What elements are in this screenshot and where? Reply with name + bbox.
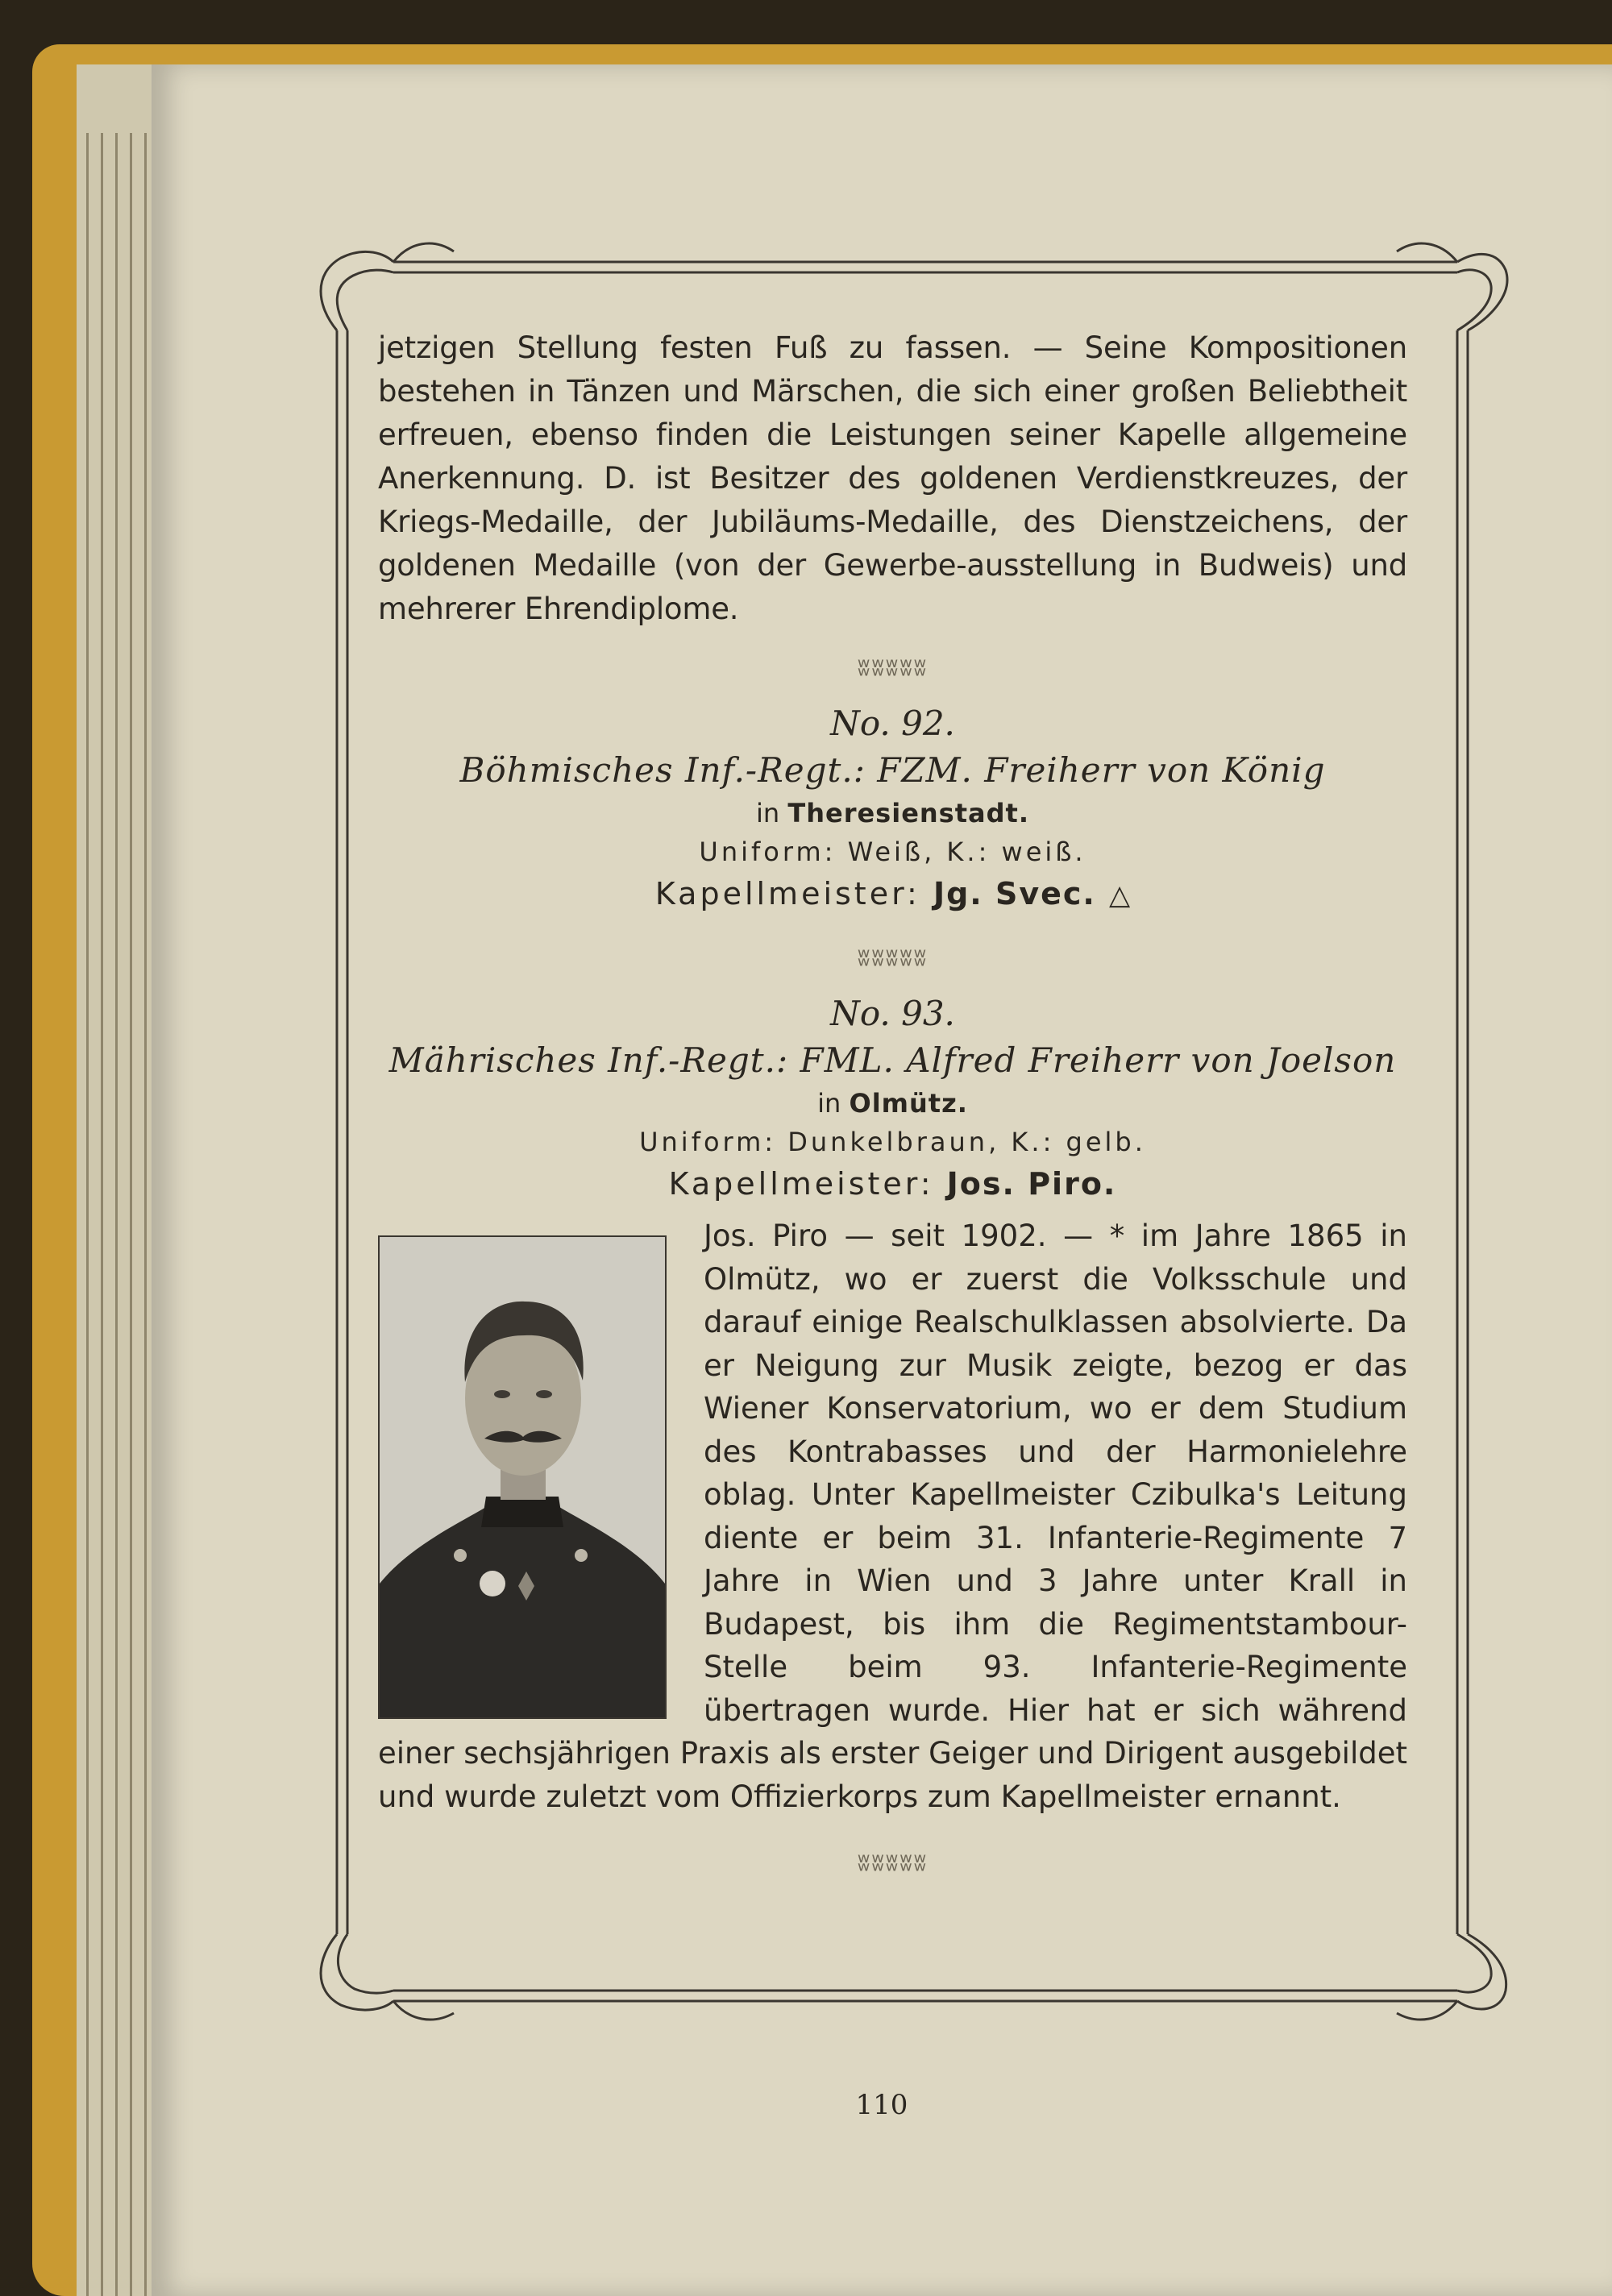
portrait-image <box>380 1237 665 1717</box>
entry-92 <box>378 700 1407 918</box>
location-name: Olmütz. <box>849 1088 968 1119</box>
page-edge-line <box>115 133 118 2296</box>
divider-ornament: ʬʬʬʬʬ <box>857 654 929 682</box>
regiment-name: Böhmisches Inf.-Regt.: FZM. Freiherr von König <box>459 750 1326 790</box>
kapellmeister-line <box>378 871 1407 918</box>
biography-paragraph: Jos. Piro — seit 1902. — * im Jahre 1865 in Olmütz, wo er zuerst die Volksschule und darauf einige Realschulklassen absolvierte. Da er Neigung zur Musik zeigte, bezog er das Wiener Konservatorium, wo er dem Studium des Kontrabasses und der Harmonielehre oblag. Unter Kapellmeister Czibulka's Leitung diente er beim 31. Infanterie-Regimente 7 Jahre in Wien und 3 Jahre unter Krall in Budapest, bis ihm die Regimentstambour-Stelle beim 93. Infanterie-Regimente übertragen wurde. Hier hat er sich während einer sechsjährigen Praxis als erster Geiger und Dirigent ausgebildet und wurde zuletzt vom Offizierkorps zum Kapellmeister ernannt. <box>378 1219 1407 1814</box>
kapellmeister-line <box>378 1161 1407 1206</box>
garrison-location <box>378 1084 1407 1123</box>
garrison-location <box>378 794 1407 832</box>
triangle-icon: △ <box>1108 879 1131 911</box>
entry-93 <box>378 990 1407 1206</box>
kapellmeister-name: Jg. Svec. <box>933 876 1096 911</box>
kapellmeister-label: Kapellmeister: <box>654 876 920 911</box>
location-name: Theresienstadt. <box>787 798 1029 828</box>
page-edge-line <box>86 133 89 2296</box>
location-prefix: in <box>756 798 780 828</box>
divider-ornament: ʬʬʬʬʬ <box>857 944 929 972</box>
regiment-name: Mährisches Inf.-Regt.: FML. Alfred Freiherr von Joelson <box>388 1040 1397 1080</box>
page-edge-line <box>130 133 132 2296</box>
kapellmeister-name: Jos. Piro. <box>946 1166 1117 1202</box>
biography-block <box>378 1214 1407 1818</box>
location-prefix: in <box>817 1088 841 1119</box>
uniform-info: Uniform: Dunkelbraun, K.: gelb. <box>639 1127 1146 1157</box>
page-edge-line <box>144 133 147 2296</box>
divider-ornament: ʬʬʬʬʬ <box>857 1849 929 1877</box>
intro-paragraph: jetzigen Stellung festen Fuß zu fassen. — Seine Kompositionen bestehen in Tänzen und Märschen, die sich einer großen Beliebtheit erfreuen, ebenso finden die Leistungen seiner Kapelle allgemeine Anerkennung. D. ist Besitzer des goldenen Verdienstkreuzes, der Kriegs-Medaille, der Jubiläums-Medaille, des Dienstzeichens, der goldenen Medaille (von der Gewerbe-ausstellung in Budweis) und mehrerer Ehrendiplome. <box>378 330 1407 626</box>
page-content <box>378 326 1407 1879</box>
uniform-info: Uniform: Weiß, K.: weiß. <box>699 837 1086 867</box>
page-edge-line <box>101 133 103 2296</box>
kapellmeister-label: Kapellmeister: <box>668 1166 934 1202</box>
entry-number: No. 92. <box>830 704 955 743</box>
portrait-photo <box>378 1235 667 1719</box>
page-number: 110 <box>855 2089 908 2121</box>
entry-number: No. 93. <box>830 994 955 1033</box>
